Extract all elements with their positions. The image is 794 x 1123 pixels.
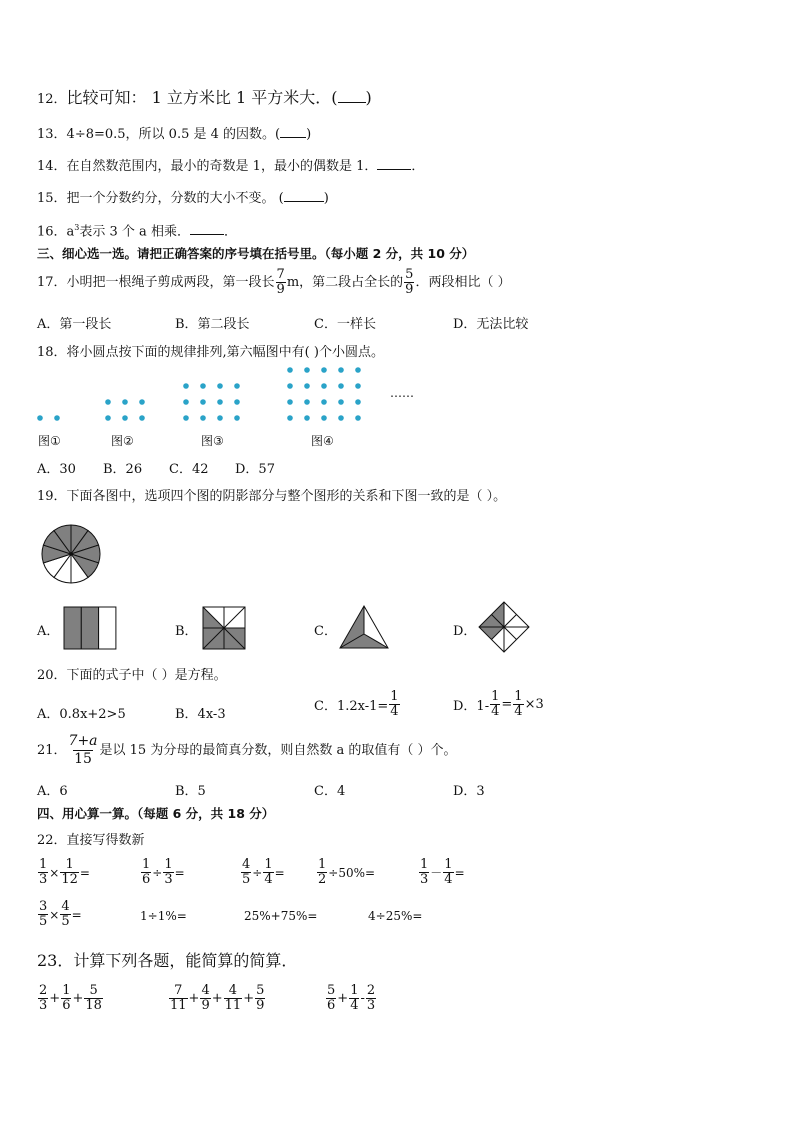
q14-text: 14．在自然数范围内，最小的奇数是 1，最小的偶数是 1． [37, 159, 378, 174]
dot-fig4 [321, 399, 327, 405]
question-21 [37, 733, 457, 768]
dot-fig4 [304, 383, 310, 389]
dot-fig4 [355, 383, 361, 389]
q18-label-4: 图④ [311, 434, 334, 448]
q19-reference-circle [40, 523, 102, 585]
q22-expr-2: $\frac{1}{6}$ ÷ $\frac{1}{3}$ = [142, 857, 185, 887]
q17-tail: ．两段相比（ ） [415, 274, 511, 290]
q12-number: 12． [37, 92, 67, 107]
q21-option-d[interactable]: D．3 [453, 784, 485, 799]
dot-fig4 [338, 399, 344, 405]
dot-fig2 [122, 399, 128, 405]
dot-fig2 [105, 399, 111, 405]
dot-fig4 [287, 367, 293, 373]
q17-pre: 17．小明把一根绳子剪成两段，第一段长 [37, 274, 275, 290]
q19-figure-c[interactable] [338, 604, 390, 650]
q13-tail: ) [306, 127, 312, 142]
question-13 [37, 125, 311, 143]
q12-tail: ) [365, 88, 372, 107]
q20-option-c[interactable]: C．1.2x-1= $\frac{1}{4}$ [314, 689, 399, 719]
dot-fig2 [139, 399, 145, 405]
dot-fig4 [338, 383, 344, 389]
dot-fig3 [200, 399, 206, 405]
question-16 [37, 220, 237, 240]
q20-option-a[interactable]: A．0.8x+2>5 [37, 707, 126, 722]
dot-fig4 [321, 383, 327, 389]
q16-text: 表示 3 个 a 相乘． [79, 224, 190, 240]
q21-text: 是以 15 为分母的最简真分数，则自然数 a 的取值有（ ）个。 [99, 742, 457, 758]
q18-label-3: 图③ [201, 434, 224, 448]
q18-label-2: 图② [111, 434, 134, 448]
q14-tail: ． [411, 159, 425, 174]
q20-d-fraction-2: $\frac{1}{4}$ [514, 689, 523, 719]
dot-fig4 [321, 415, 327, 421]
dot-fig4 [287, 415, 293, 421]
q18-label-1: 图① [38, 434, 61, 448]
question-17 [37, 268, 511, 297]
dot-fig3 [200, 383, 206, 389]
q19-figure-b[interactable] [202, 606, 246, 650]
q21-option-a[interactable]: A．6 [37, 784, 68, 799]
q20-d-fraction-1: $\frac{1}{4}$ [491, 689, 500, 719]
dot-fig3 [234, 383, 240, 389]
q18-dot-figures [30, 360, 430, 440]
q13-text: 13．4÷8=0.5，所以 0.5 是 4 的因数。( [37, 127, 281, 142]
dot-fig4 [287, 399, 293, 405]
question-23-title: 23．计算下列各题，能简算的简算． [37, 951, 298, 970]
q20-option-b[interactable]: B．4x-3 [175, 707, 226, 722]
q22-expr-6: $\frac{3}{5}$ × $\frac{4}{5}$ = [39, 899, 82, 929]
dot-fig3 [234, 415, 240, 421]
question-14 [37, 157, 424, 175]
question-22-title: 22．直接写得数新 [37, 833, 145, 848]
question-12 [37, 88, 372, 110]
dot-fig2 [122, 415, 128, 421]
q16-superscript: 3 [74, 223, 80, 232]
q15-text: 15．把一个分数约分，分数的大小不变。 ( [37, 191, 284, 206]
q13-blank[interactable] [280, 125, 306, 138]
q18-option-a[interactable]: A．30 [37, 462, 76, 477]
dot-fig3 [183, 399, 189, 405]
dot-fig4 [287, 383, 293, 389]
q16-pre: 16．a [37, 224, 75, 240]
dot-fig3 [217, 399, 223, 405]
question-15 [37, 189, 329, 207]
q19-option-c[interactable]: C． [314, 624, 337, 639]
dot-fig2 [139, 415, 145, 421]
dot-fig3 [234, 399, 240, 405]
q22-expr-9: 4÷25%= [368, 909, 423, 923]
dot-fig3 [183, 383, 189, 389]
dot-fig4 [355, 367, 361, 373]
q23-expr-3: $\frac{5}{6}$ + $\frac{1}{4}$ - $\frac{2}{3}$ [327, 983, 376, 1013]
q12-text: 比较可知： 1 立方米比 1 平方米大．( [66, 88, 338, 107]
dot-fig4 [338, 367, 344, 373]
q22-expr-7: 1÷1%= [140, 909, 187, 923]
q17-option-c[interactable]: C．一样长 [314, 317, 376, 332]
q18-option-b[interactable]: B．26 [103, 462, 143, 477]
q14-blank[interactable] [377, 157, 411, 170]
question-18: 18．将小圆点按下面的规律排列,第六幅图中有( )个小圆点。 [37, 345, 384, 360]
dot-fig4 [321, 367, 327, 373]
dot-fig3 [217, 415, 223, 421]
dot-fig4 [338, 415, 344, 421]
q18-ellipsis: …… [390, 386, 414, 400]
q19-figure-a[interactable] [63, 606, 119, 650]
question-19: 19．下面各图中，选项四个图的阴影部分与整个图形的关系和下图一致的是（ ）。 [37, 489, 507, 504]
q17-unit: m，第二段占全长的 [286, 274, 404, 290]
dot-fig4 [355, 399, 361, 405]
q16-blank[interactable] [190, 222, 224, 235]
dot-fig1 [37, 415, 43, 421]
q21-pre: 21． [37, 742, 67, 758]
q12-blank[interactable] [338, 90, 366, 103]
q17-option-d[interactable]: D．无法比较 [453, 317, 529, 332]
dot-fig4 [355, 415, 361, 421]
q22-expr-3: $\frac{4}{5}$ ÷ $\frac{1}{4}$ = [242, 857, 285, 887]
dot-fig3 [183, 415, 189, 421]
dot-fig4 [304, 415, 310, 421]
q17-fraction-1: $\frac{7}{9}$ [276, 267, 285, 297]
dot-fig3 [200, 415, 206, 421]
q18-option-d[interactable]: D．57 [235, 462, 275, 477]
dot-fig1 [54, 415, 60, 421]
dot-fig4 [304, 367, 310, 373]
q22-expr-5: $\frac{1}{3}$ － $\frac{1}{4}$ = [420, 857, 465, 887]
q21-fraction: $\frac{7+a}{15}$ [68, 733, 98, 767]
section-4-header: 四、用心算一算。（每题 6 分，共 18 分） [37, 806, 275, 821]
q22-expr-1: $\frac{1}{3}$ × $\frac{1}{12}$ = [39, 857, 90, 887]
q16-tail: ． [223, 224, 237, 240]
q15-blank[interactable] [284, 189, 324, 202]
q22-expr-4: $\frac{1}{2}$ ÷50%= [318, 857, 376, 887]
dot-fig3 [217, 383, 223, 389]
dot-fig4 [304, 399, 310, 405]
q20-c-fraction: $\frac{1}{4}$ [390, 689, 399, 719]
q21-option-b[interactable]: B．5 [175, 784, 206, 799]
question-20: 20．下面的式子中（ ）是方程。 [37, 668, 227, 683]
q23-expr-2: $\frac{7}{11}$ + $\frac{4}{9}$ + $\frac{4}{11}$ + $\frac{5}{9}$ [170, 983, 265, 1013]
q18-option-c[interactable]: C．42 [169, 462, 209, 477]
q21-option-c[interactable]: C．4 [314, 784, 346, 799]
q17-option-a[interactable]: A．第一段长 [37, 317, 112, 332]
section-3-header: 三、细心选一选。请把正确答案的序号填在括号里。（每小题 2 分，共 10 分） [37, 246, 475, 261]
q20-option-d[interactable]: D．1- $\frac{1}{4}$ = $\frac{1}{4}$ ×3 [453, 689, 544, 719]
q15-tail: ) [323, 191, 329, 206]
q19-option-b[interactable]: B． [175, 624, 198, 639]
q23-expr-1: $\frac{2}{3}$ + $\frac{1}{6}$ + $\frac{5}{18}$ [39, 983, 102, 1013]
q22-expr-8: 25%+75%= [244, 909, 318, 923]
q17-fraction-2: $\frac{5}{9}$ [405, 267, 414, 297]
q19-option-a[interactable]: A． [37, 624, 60, 639]
q19-option-d[interactable]: D． [453, 624, 477, 639]
dot-fig2 [105, 415, 111, 421]
q19-figure-d[interactable] [477, 600, 531, 654]
q17-option-b[interactable]: B．第二段长 [175, 317, 250, 332]
